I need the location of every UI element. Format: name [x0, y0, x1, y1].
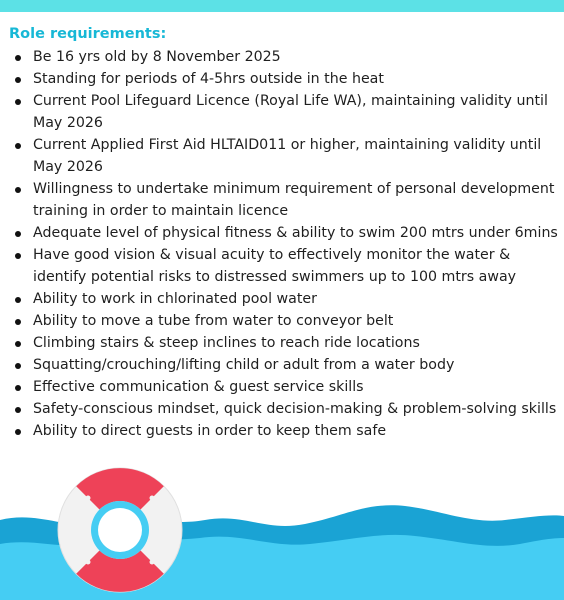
water-waves: [0, 440, 564, 600]
list-item: [9, 332, 559, 354]
list-item-text: Effective communication & guest service skills: [33, 379, 364, 395]
list-item: [9, 420, 559, 442]
bullet-icon: [15, 297, 21, 303]
list-item: [9, 222, 559, 244]
list-item: [9, 134, 559, 178]
role-requirements-section: [9, 24, 559, 442]
list-item-text: Have good vision & visual acuity to effectively monitor the water & identify potential risks to distressed swimmers up to 100 mtrs away: [33, 247, 517, 285]
list-item-text: Current Applied First Aid HLTAID011 or higher, maintaining validity until May 2026: [33, 137, 542, 175]
list-item-text: Adequate level of physical fitness & ability to swim 200 mtrs under 6mins: [33, 225, 558, 241]
list-item-text: Current Pool Lifeguard Licence (Royal Life WA), maintaining validity until May 2026: [33, 93, 548, 131]
list-item-text: Climbing stairs & steep inclines to reach ride locations: [33, 335, 420, 351]
list-item-text: Standing for periods of 4-5hrs outside in the heat: [33, 71, 384, 87]
list-item-text: Be 16 yrs old by 8 November 2025: [33, 49, 281, 65]
list-item: [9, 310, 559, 332]
bullet-icon: [15, 319, 21, 325]
bullet-icon: [15, 231, 21, 237]
list-item: [9, 178, 559, 222]
bullet-icon: [15, 407, 21, 413]
bullet-icon: [15, 385, 21, 391]
list-item: [9, 46, 559, 68]
list-item-text: Ability to direct guests in order to keep them safe: [33, 423, 387, 439]
list-item-text: Safety-conscious mindset, quick decision-making & problem-solving skills: [33, 401, 557, 417]
list-item: [9, 244, 559, 288]
bullet-icon: [15, 253, 21, 259]
bullet-icon: [15, 341, 21, 347]
list-item: [9, 90, 559, 134]
list-item-text: Ability to work in chlorinated pool water: [33, 291, 317, 307]
bullet-icon: [15, 143, 21, 149]
bullet-icon: [15, 429, 21, 435]
bullet-icon: [15, 55, 21, 61]
bullet-icon: [15, 77, 21, 83]
list-item: [9, 68, 559, 90]
requirements-list: [9, 46, 559, 442]
lifebuoy-icon: [58, 468, 182, 592]
list-item: [9, 354, 559, 376]
section-heading: Role requirements:: [9, 26, 167, 42]
list-item: [9, 288, 559, 310]
bullet-icon: [15, 187, 21, 193]
list-item-text: Squatting/crouching/lifting child or adult from a water body: [33, 357, 455, 373]
list-item-text: Willingness to undertake minimum requirement of personal development training in order to maintain licence: [33, 181, 555, 219]
bullet-icon: [15, 363, 21, 369]
bullet-icon: [15, 99, 21, 105]
list-item: [9, 398, 559, 420]
top-accent-bar: [0, 0, 564, 12]
list-item-text: Ability to move a tube from water to conveyor belt: [33, 313, 394, 329]
list-item: [9, 376, 559, 398]
